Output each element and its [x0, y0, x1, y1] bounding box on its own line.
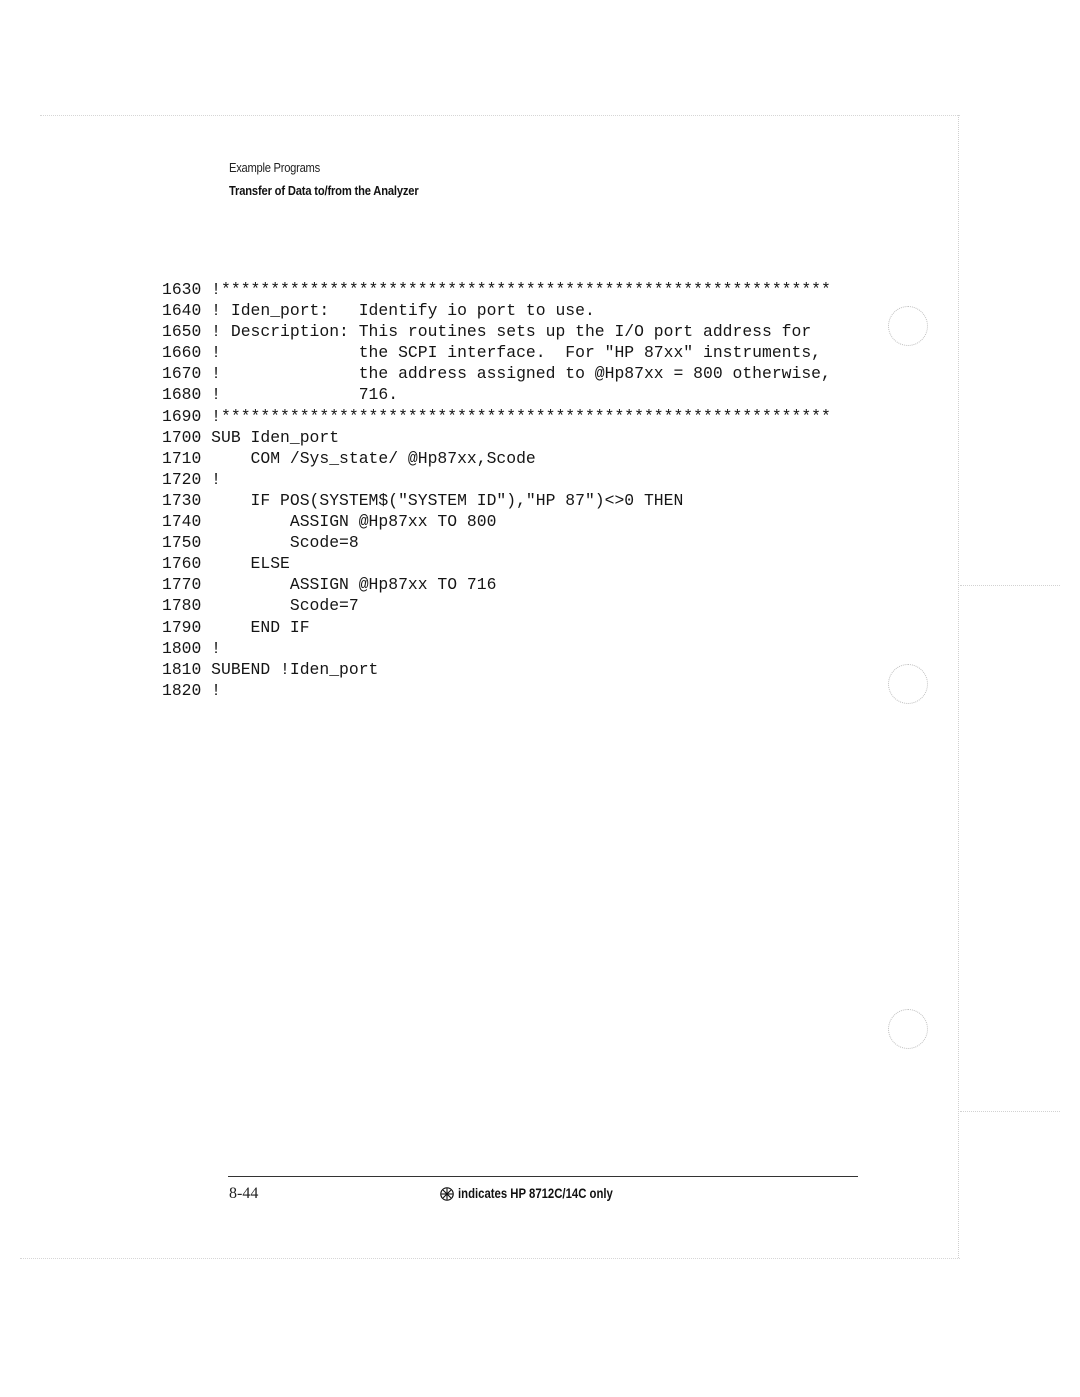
- code-line: 1630 !**************************************************************: [162, 280, 831, 299]
- footer-rule: [228, 1176, 858, 1177]
- code-line: 1790 END IF: [162, 617, 310, 637]
- code-line: 1660 ! the SCPI interface. For "HP 87xx" instruments,: [162, 343, 822, 363]
- code-line: 1650 ! Description: This routines sets up the I/O port address for: [162, 322, 812, 342]
- page-edge-right: [958, 115, 959, 1258]
- code-line: 1720 !: [162, 469, 222, 489]
- code-line: 1640 ! Iden_port: Identify io port to use.: [162, 301, 595, 321]
- footer-note-text: indicates HP 8712C/14C only: [458, 1186, 613, 1201]
- code-line: 1770 ASSIGN @Hp87xx TO 716: [162, 575, 497, 595]
- footer-note: [440, 1186, 642, 1201]
- page-edge-bottom: [20, 1258, 960, 1259]
- binder-hole: [888, 1009, 928, 1049]
- code-line: 1810 SUBEND !Iden_port: [162, 659, 379, 679]
- hp-model-symbol-icon: [440, 1187, 454, 1201]
- code-line: 1800 !: [162, 638, 222, 658]
- tab-divider-line: [960, 585, 1060, 586]
- code-line: 1700 SUB Iden_port: [162, 427, 340, 447]
- code-line: 1680 ! 716.: [162, 385, 399, 405]
- subsection-title: Transfer of Data to/from the Analyzer: [229, 183, 419, 198]
- code-line: 1750 Scode=8: [162, 533, 359, 553]
- program-listing: [162, 279, 831, 701]
- page-number: 8-44: [229, 1185, 259, 1202]
- code-line: 1820 !: [162, 680, 222, 700]
- binder-hole: [888, 306, 928, 346]
- code-line: 1730 IF POS(SYSTEM$("SYSTEM ID"),"HP 87")<>0 THEN: [162, 490, 684, 510]
- code-line: 1670 ! the address assigned to @Hp87xx = 800 otherwise,: [162, 364, 831, 384]
- page-edge-top: [40, 115, 960, 116]
- code-line: 1760 ELSE: [162, 554, 290, 574]
- binder-hole: [888, 664, 928, 704]
- section-title: Example Programs: [229, 160, 320, 175]
- code-line: 1710 COM /Sys_state/ @Hp87xx,Scode: [162, 448, 536, 468]
- code-line: 1740 ASSIGN @Hp87xx TO 800: [162, 512, 497, 532]
- tab-divider-line: [960, 1111, 1060, 1112]
- code-line: 1780 Scode=7: [162, 596, 359, 616]
- running-header: [229, 160, 449, 199]
- code-line: 1690 !**************************************************************: [162, 406, 831, 426]
